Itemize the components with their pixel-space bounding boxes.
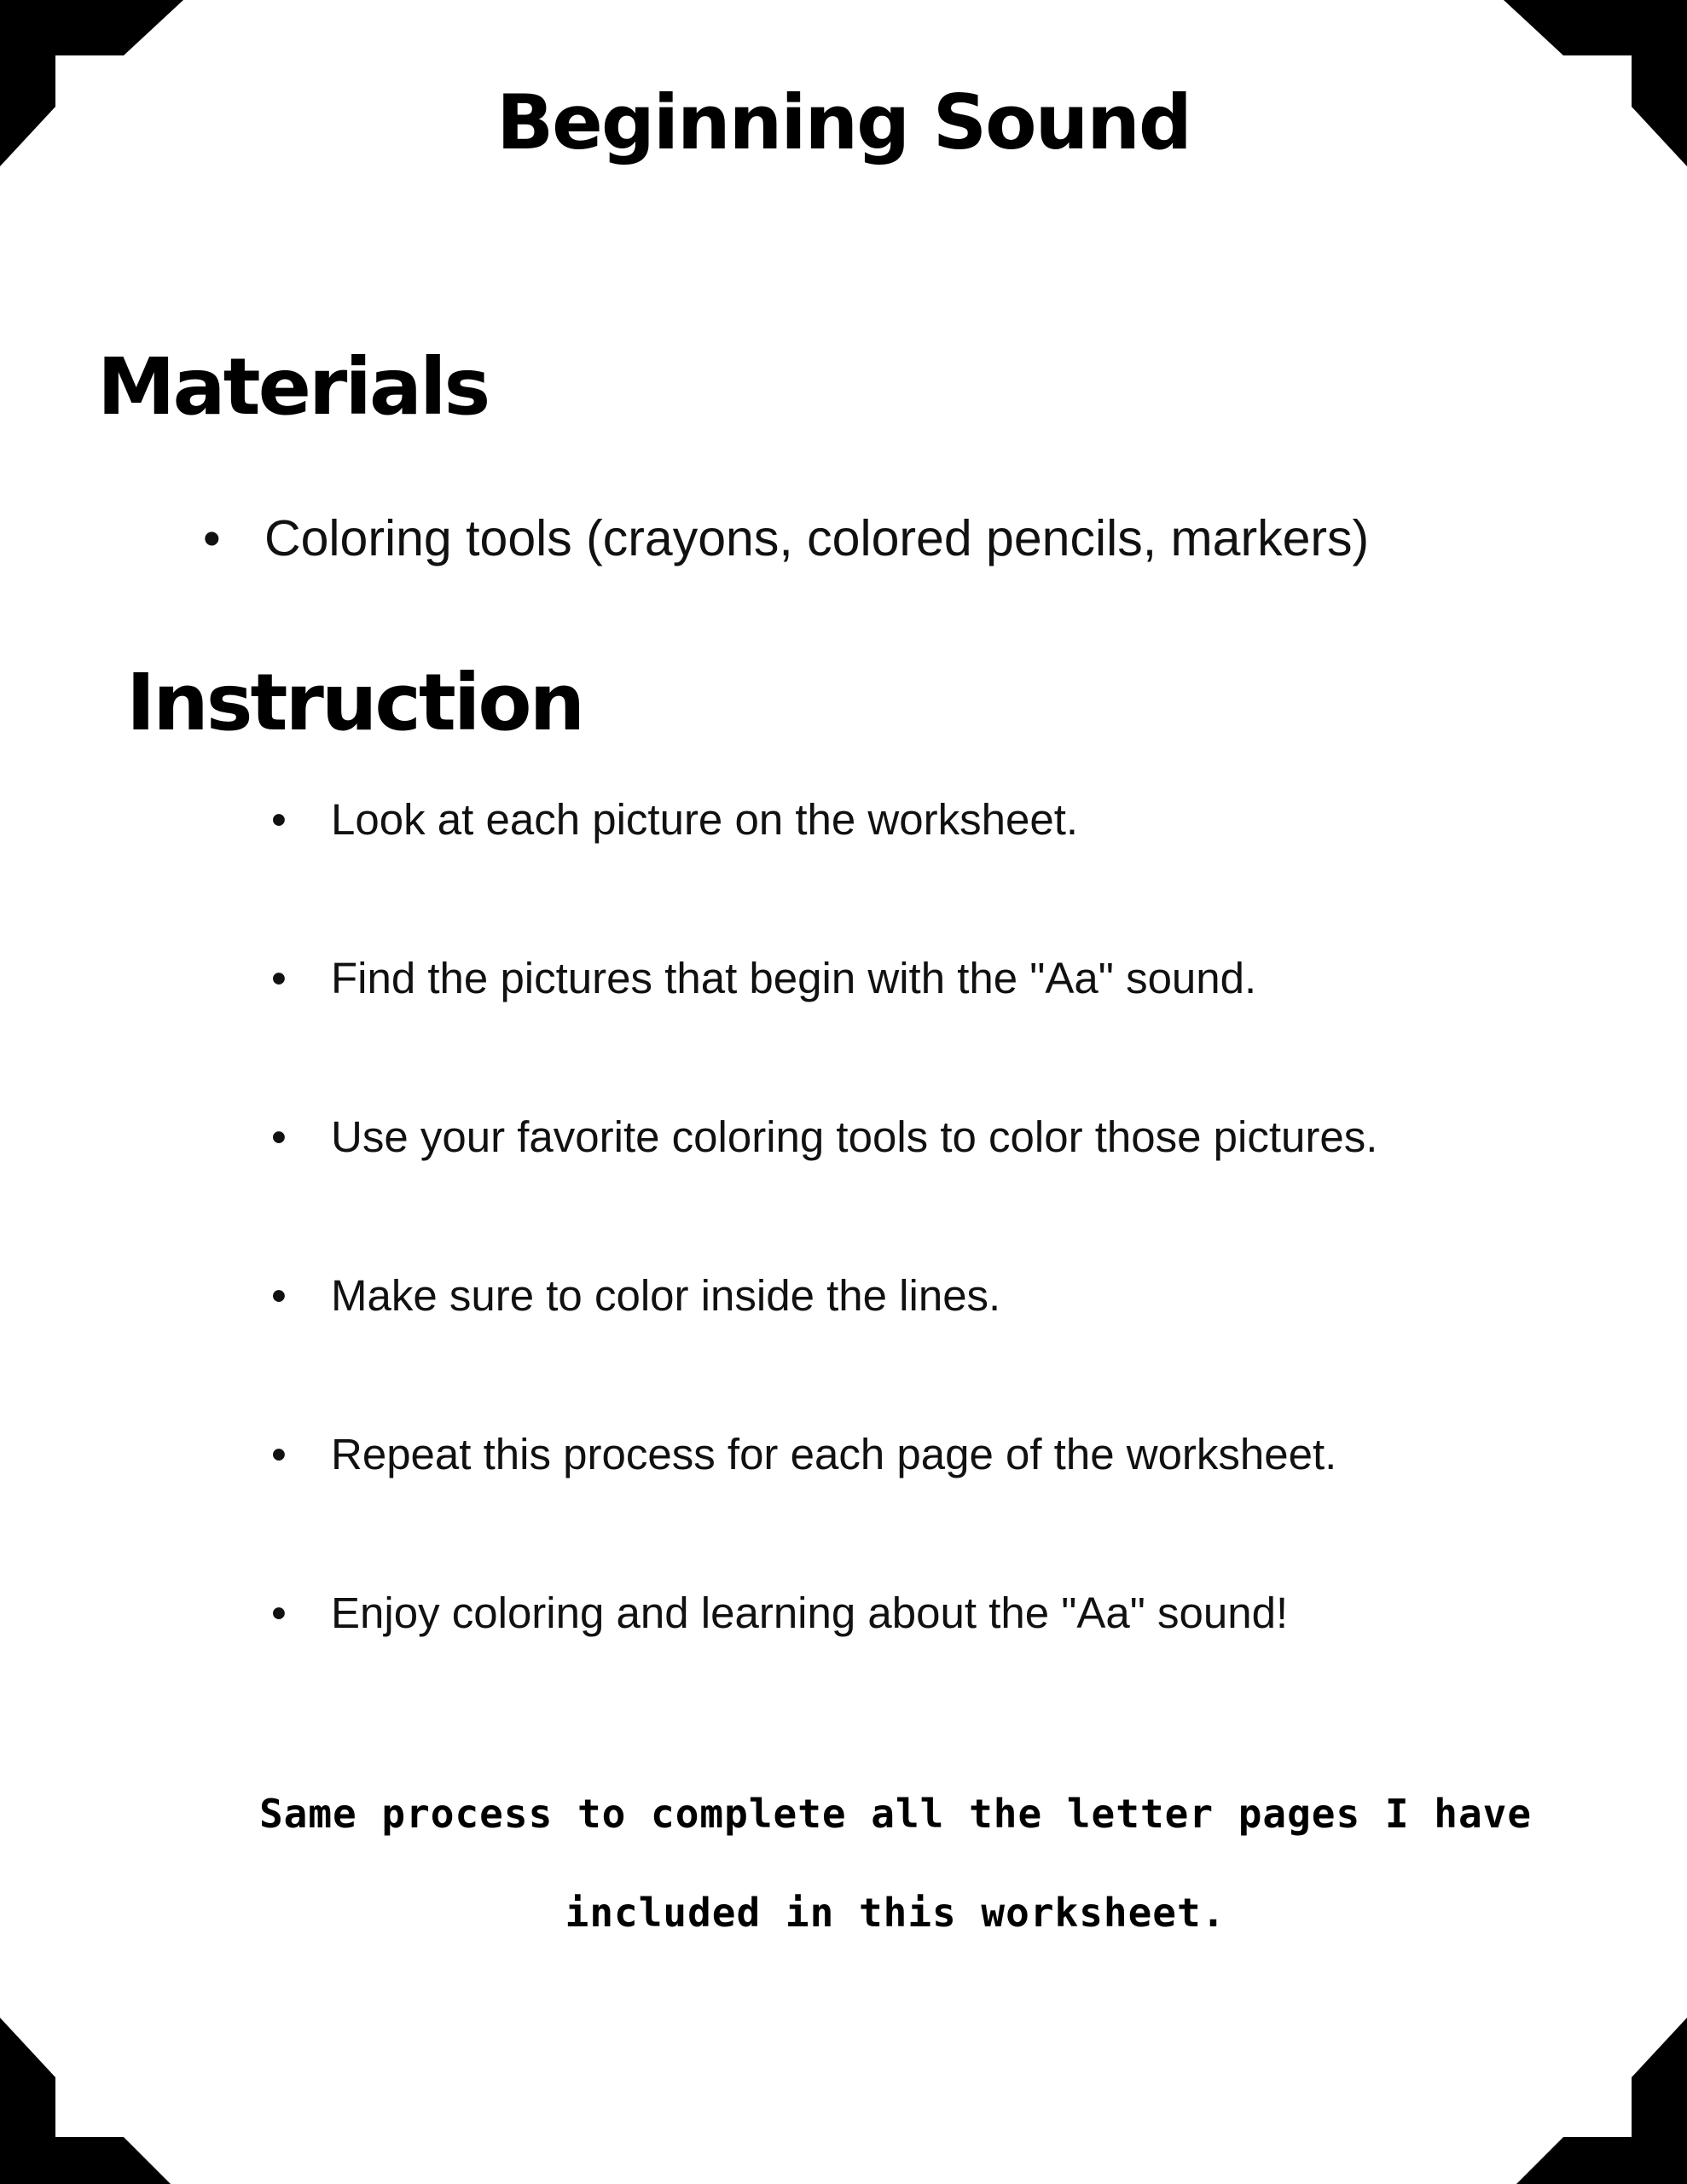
instruction-step-text: Enjoy coloring and learning about the "Aa" sound! <box>331 1589 1289 1637</box>
bullet-icon: • <box>271 1112 287 1161</box>
materials-heading: Materials <box>97 341 489 433</box>
list-item <box>271 1269 1377 1428</box>
instruction-step-text: Use your favorite coloring tools to color those pictures. <box>331 1112 1378 1161</box>
corner-decoration-bottom-right <box>1499 2013 1687 2184</box>
list-item <box>271 1428 1377 1587</box>
bullet-icon: • <box>271 1589 287 1637</box>
instruction-step-text: Look at each picture on the worksheet. <box>331 795 1079 844</box>
list-item <box>271 793 1377 952</box>
bullet-icon: • <box>271 1430 287 1478</box>
instruction-list <box>271 793 1377 1745</box>
bullet-icon: • <box>271 1271 287 1320</box>
list-item <box>203 508 1369 568</box>
list-item <box>271 952 1377 1111</box>
bullet-icon: • <box>271 795 287 844</box>
instruction-step-text: Find the pictures that begin with the "Aa" sound. <box>331 954 1257 1002</box>
list-item <box>271 1587 1377 1745</box>
materials-item-text: Coloring tools (crayons, colored pencils, markers) <box>264 510 1370 566</box>
instruction-step-text: Make sure to color inside the lines. <box>331 1271 1001 1320</box>
closing-note-line-2: included in this worksheet. <box>565 1890 1226 1936</box>
page-title: Beginning Sound <box>496 78 1191 166</box>
materials-list <box>203 508 1369 568</box>
list-item <box>271 1111 1377 1269</box>
instruction-heading: Instruction <box>126 657 583 748</box>
bullet-icon: • <box>203 510 221 566</box>
closing-note-line-1: Same process to complete all the letter pages I have <box>258 1791 1533 1837</box>
closing-note <box>256 1764 1535 1962</box>
instruction-step-text: Repeat this process for each page of the worksheet. <box>331 1430 1337 1478</box>
bullet-icon: • <box>271 954 287 1002</box>
corner-decoration-bottom-left <box>0 2013 188 2184</box>
